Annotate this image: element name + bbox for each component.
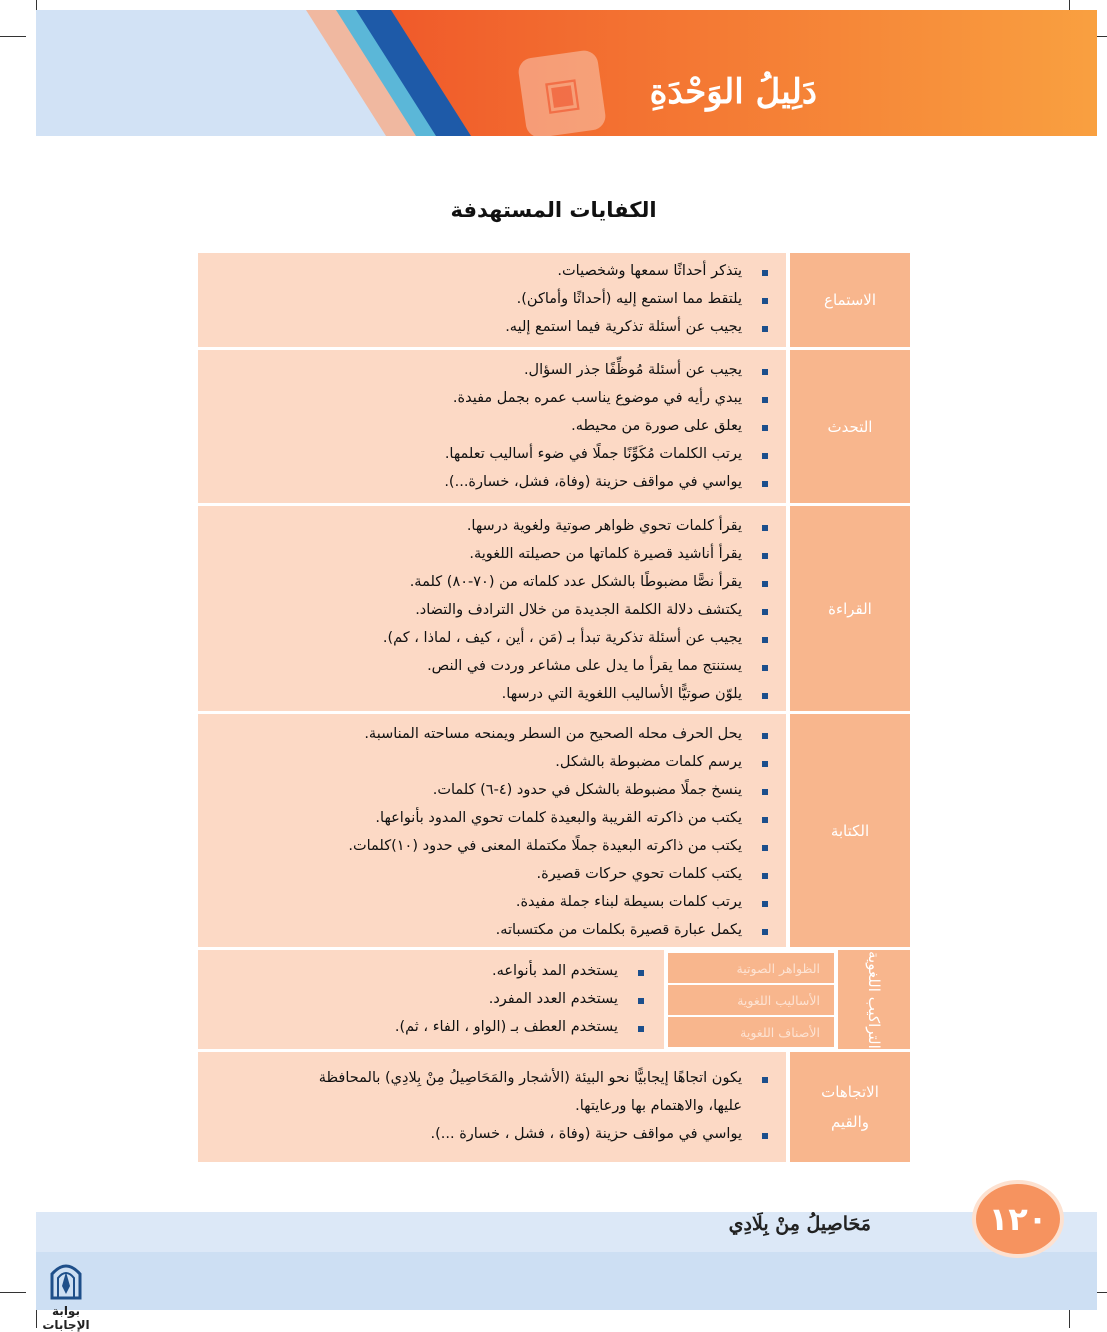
category-cell (790, 1052, 910, 1162)
mosque-logo-icon (46, 1256, 86, 1300)
list-item: يكون اتجاهًا إيجابيًّا نحو البيئة (الأشجار والمَحَاصِيلُ مِنْ بِلادِي) بالمحافظة (318, 1070, 742, 1086)
crop-mark (0, 36, 26, 37)
page-title: دَلِيلُ الوَحْدَةِ (649, 72, 817, 112)
list-item: يبدي رأيه في موضوع يناسب عمره بجمل مفيدة. (452, 390, 742, 406)
bullet-icon (762, 789, 768, 795)
bullet-icon (762, 817, 768, 823)
footer-band (36, 1212, 1097, 1252)
sub-category-cell: الأساليب اللغوية (668, 985, 834, 1015)
list-item: يكتب من ذاكرته البعيدة جملًا مكتملة المعنى في حدود (١٠)كلمات. (348, 838, 742, 854)
list-item: يقرأ أناشيد قصيرة كلماتها من حصيلته اللغوية. (469, 546, 742, 562)
bullet-icon (762, 525, 768, 531)
watermark-text: بوابة الإجابات (42, 1304, 90, 1332)
list-item: يجيب عن أسئلة تذكرية فيما استمع إليه. (505, 319, 742, 335)
category-label: اللغوية (865, 950, 883, 992)
bullet-icon (638, 970, 644, 976)
bullet-icon (762, 761, 768, 767)
list-item: يعلق على صورة من محيطه. (571, 418, 742, 434)
row-reading (198, 506, 910, 711)
list-item: يستنتج مما يقرأ ما يدل على مشاعر وردت في النص. (427, 658, 742, 674)
bullet-icon (638, 1026, 644, 1032)
list-item: يلوّن صوتيًّا الأساليب اللغوية التي درسها. (501, 686, 742, 702)
row-content (198, 350, 786, 503)
category-cell: الكتابة (790, 714, 910, 947)
page-number: ١٢٠ (972, 1180, 1064, 1258)
row-linguistic (198, 950, 910, 1049)
bullet-icon (638, 998, 644, 1004)
row-content (198, 714, 786, 947)
list-item: عليها، والاهتمام بها ورعايتها. (575, 1098, 742, 1114)
list-item: يجيب عن أسئلة تذكرية تبدأ بـ (مَن ، أين ، كيف ، لماذا ، كم). (382, 630, 742, 646)
row-listening (198, 253, 910, 347)
category-label: التراكيب (865, 996, 883, 1049)
bullet-icon (762, 901, 768, 907)
category-cell: التحدث (790, 350, 910, 503)
list-item: يحل الحرف محله الصحيح من السطر ويمنحه مساحته المناسبة. (364, 726, 742, 742)
row-content (198, 1052, 786, 1162)
list-item: ينسخ جملًا مضبوطة بالشكل في حدود (٤-٦) كلمات. (432, 782, 742, 798)
book-logo-icon: ▣ (517, 49, 607, 136)
bullet-icon (762, 481, 768, 487)
category-cell: الاستماع (790, 253, 910, 347)
category-label: الاتجاهات (821, 1083, 879, 1101)
sub-category-cell: الأصناف اللغوية (668, 1017, 834, 1047)
bullet-icon (762, 425, 768, 431)
unit-name: مَحَاصِيلُ مِنْ بِلَادِي (728, 1213, 871, 1235)
bullet-icon (762, 733, 768, 739)
list-item: يرتب الكلمات مُكَوِّنًا جملًا في ضوء أساليب تعلمها. (444, 446, 742, 462)
row-writing (198, 714, 910, 947)
category-cell (838, 950, 910, 1049)
bullet-icon (762, 637, 768, 643)
category-cell: القراءة (790, 506, 910, 711)
watermark (30, 1256, 102, 1332)
bullet-icon (762, 369, 768, 375)
row-content (198, 506, 786, 711)
list-item: يرتب كلمات بسيطة لبناء جملة مفيدة. (515, 894, 742, 910)
row-values (198, 1052, 910, 1162)
bullet-icon (762, 1077, 768, 1083)
section-heading: الكفايات المستهدفة (450, 198, 657, 222)
category-label: والقيم (830, 1113, 870, 1131)
bullet-icon (762, 397, 768, 403)
row-content (198, 950, 664, 1049)
crop-mark (0, 1292, 26, 1293)
list-item: يستخدم العدد المفرد. (488, 991, 618, 1007)
sub-category-cell: الظواهر الصوتية (668, 953, 834, 983)
list-item: يتذكر أحداثًا سمعها وشخصيات. (557, 263, 742, 279)
list-item: يجيب عن أسئلة مُوظِّفًا جذر السؤال. (523, 362, 742, 378)
list-item: يكتب من ذاكرته القريبة والبعيدة كلمات تحوي المدود بأنواعها. (375, 810, 742, 826)
bullet-icon (762, 326, 768, 332)
list-item: يقرأ كلمات تحوي ظواهر صوتية ولغوية درسها. (466, 518, 742, 534)
bullet-icon (762, 929, 768, 935)
bullet-icon (762, 581, 768, 587)
bullet-icon (762, 665, 768, 671)
list-item: يواسي في مواقف حزينة (وفاة، فشل، خسارة...). (444, 474, 742, 490)
bullet-icon (762, 609, 768, 615)
list-item: يكمل عبارة قصيرة بكلمات من مكتسباته. (495, 922, 742, 938)
bullet-icon (762, 453, 768, 459)
header-banner (36, 10, 1097, 136)
list-item: يقرأ نصًّا مضبوطًا بالشكل عدد كلماته من (٧٠-٨٠) كلمة. (409, 574, 742, 590)
list-item: يواسي في مواقف حزينة (وفاة ، فشل ، خسارة ...). (430, 1126, 742, 1142)
list-item: يكتشف دلالة الكلمة الجديدة من خلال الترادف والتضاد. (415, 602, 742, 618)
bullet-icon (762, 693, 768, 699)
list-item: يستخدم المد بأنواعه. (492, 963, 618, 979)
row-speaking (198, 350, 910, 503)
list-item: يكتب كلمات تحوي حركات قصيرة. (536, 866, 742, 882)
list-item: يلتقط مما استمع إليه (أحداثًا وأماكن). (516, 291, 742, 307)
bullet-icon (762, 270, 768, 276)
bullet-icon (762, 553, 768, 559)
bullet-icon (762, 873, 768, 879)
bullet-icon (762, 298, 768, 304)
bullet-icon (762, 845, 768, 851)
list-item: يستخدم العطف بـ (الواو ، الفاء ، ثم). (394, 1019, 618, 1035)
bullet-icon (762, 1133, 768, 1139)
list-item: يرسم كلمات مضبوطة بالشكل. (555, 754, 742, 770)
row-content (198, 253, 786, 347)
footer-band (36, 1252, 1097, 1310)
